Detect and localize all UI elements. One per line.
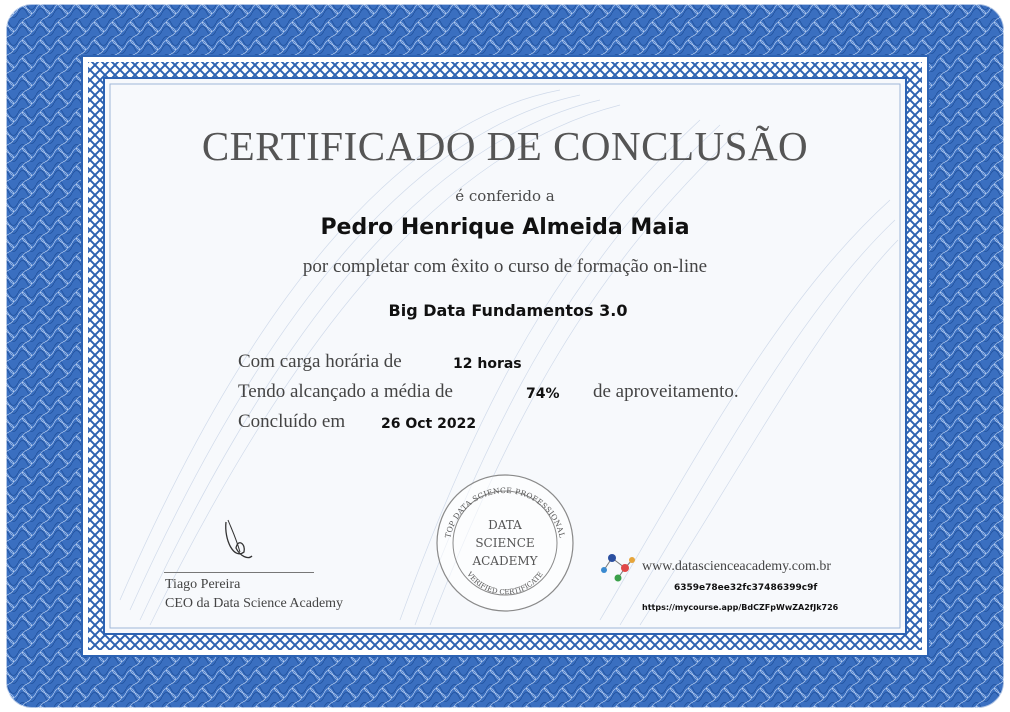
completed-date: 26 Oct 2022 (381, 416, 477, 432)
signature-line (164, 572, 314, 573)
seal-line-1: DATA (488, 518, 522, 532)
workload-value: 12 horas (453, 356, 522, 372)
verification-code: 6359e78ee32fc37486399c9f (674, 583, 818, 593)
website-link[interactable]: www.datascienceacademy.com.br (642, 559, 832, 574)
signer-name: Tiago Pereira (165, 577, 241, 592)
seal-text (437, 475, 573, 611)
seal-line-2: SCIENCE (475, 536, 535, 550)
signer-role: CEO da Data Science Academy (165, 596, 344, 611)
conferred-text: é conferido a (455, 187, 555, 205)
seal-line-3: ACADEMY (472, 554, 538, 568)
completion-text: por completar com êxito o curso de formação on-line (302, 256, 708, 277)
workload-label: Com carga horária de (238, 351, 402, 372)
verification-url[interactable]: https://mycourse.app/BdCZFpWwZA2fJk726 (642, 603, 839, 612)
seal-bottom-arc: VERIFIED CERTIFICATE (465, 570, 545, 597)
seal-top-arc: TOP DATA SCIENCE PROFESSIONAL (443, 485, 567, 539)
average-suffix: de aproveitamento. (593, 381, 739, 402)
completed-label: Concluído em (238, 411, 346, 432)
certificate-title: CERTIFICADO DE CONCLUSÃO (201, 123, 809, 169)
average-value: 74% (526, 386, 560, 402)
svg-text:VERIFIED CERTIFICATE (465, 570, 545, 597)
average-label: Tendo alcançado a média de (238, 381, 453, 402)
course-name: Big Data Fundamentos 3.0 (388, 301, 628, 320)
recipient-name: Pedro Henrique Almeida Maia (320, 215, 690, 240)
